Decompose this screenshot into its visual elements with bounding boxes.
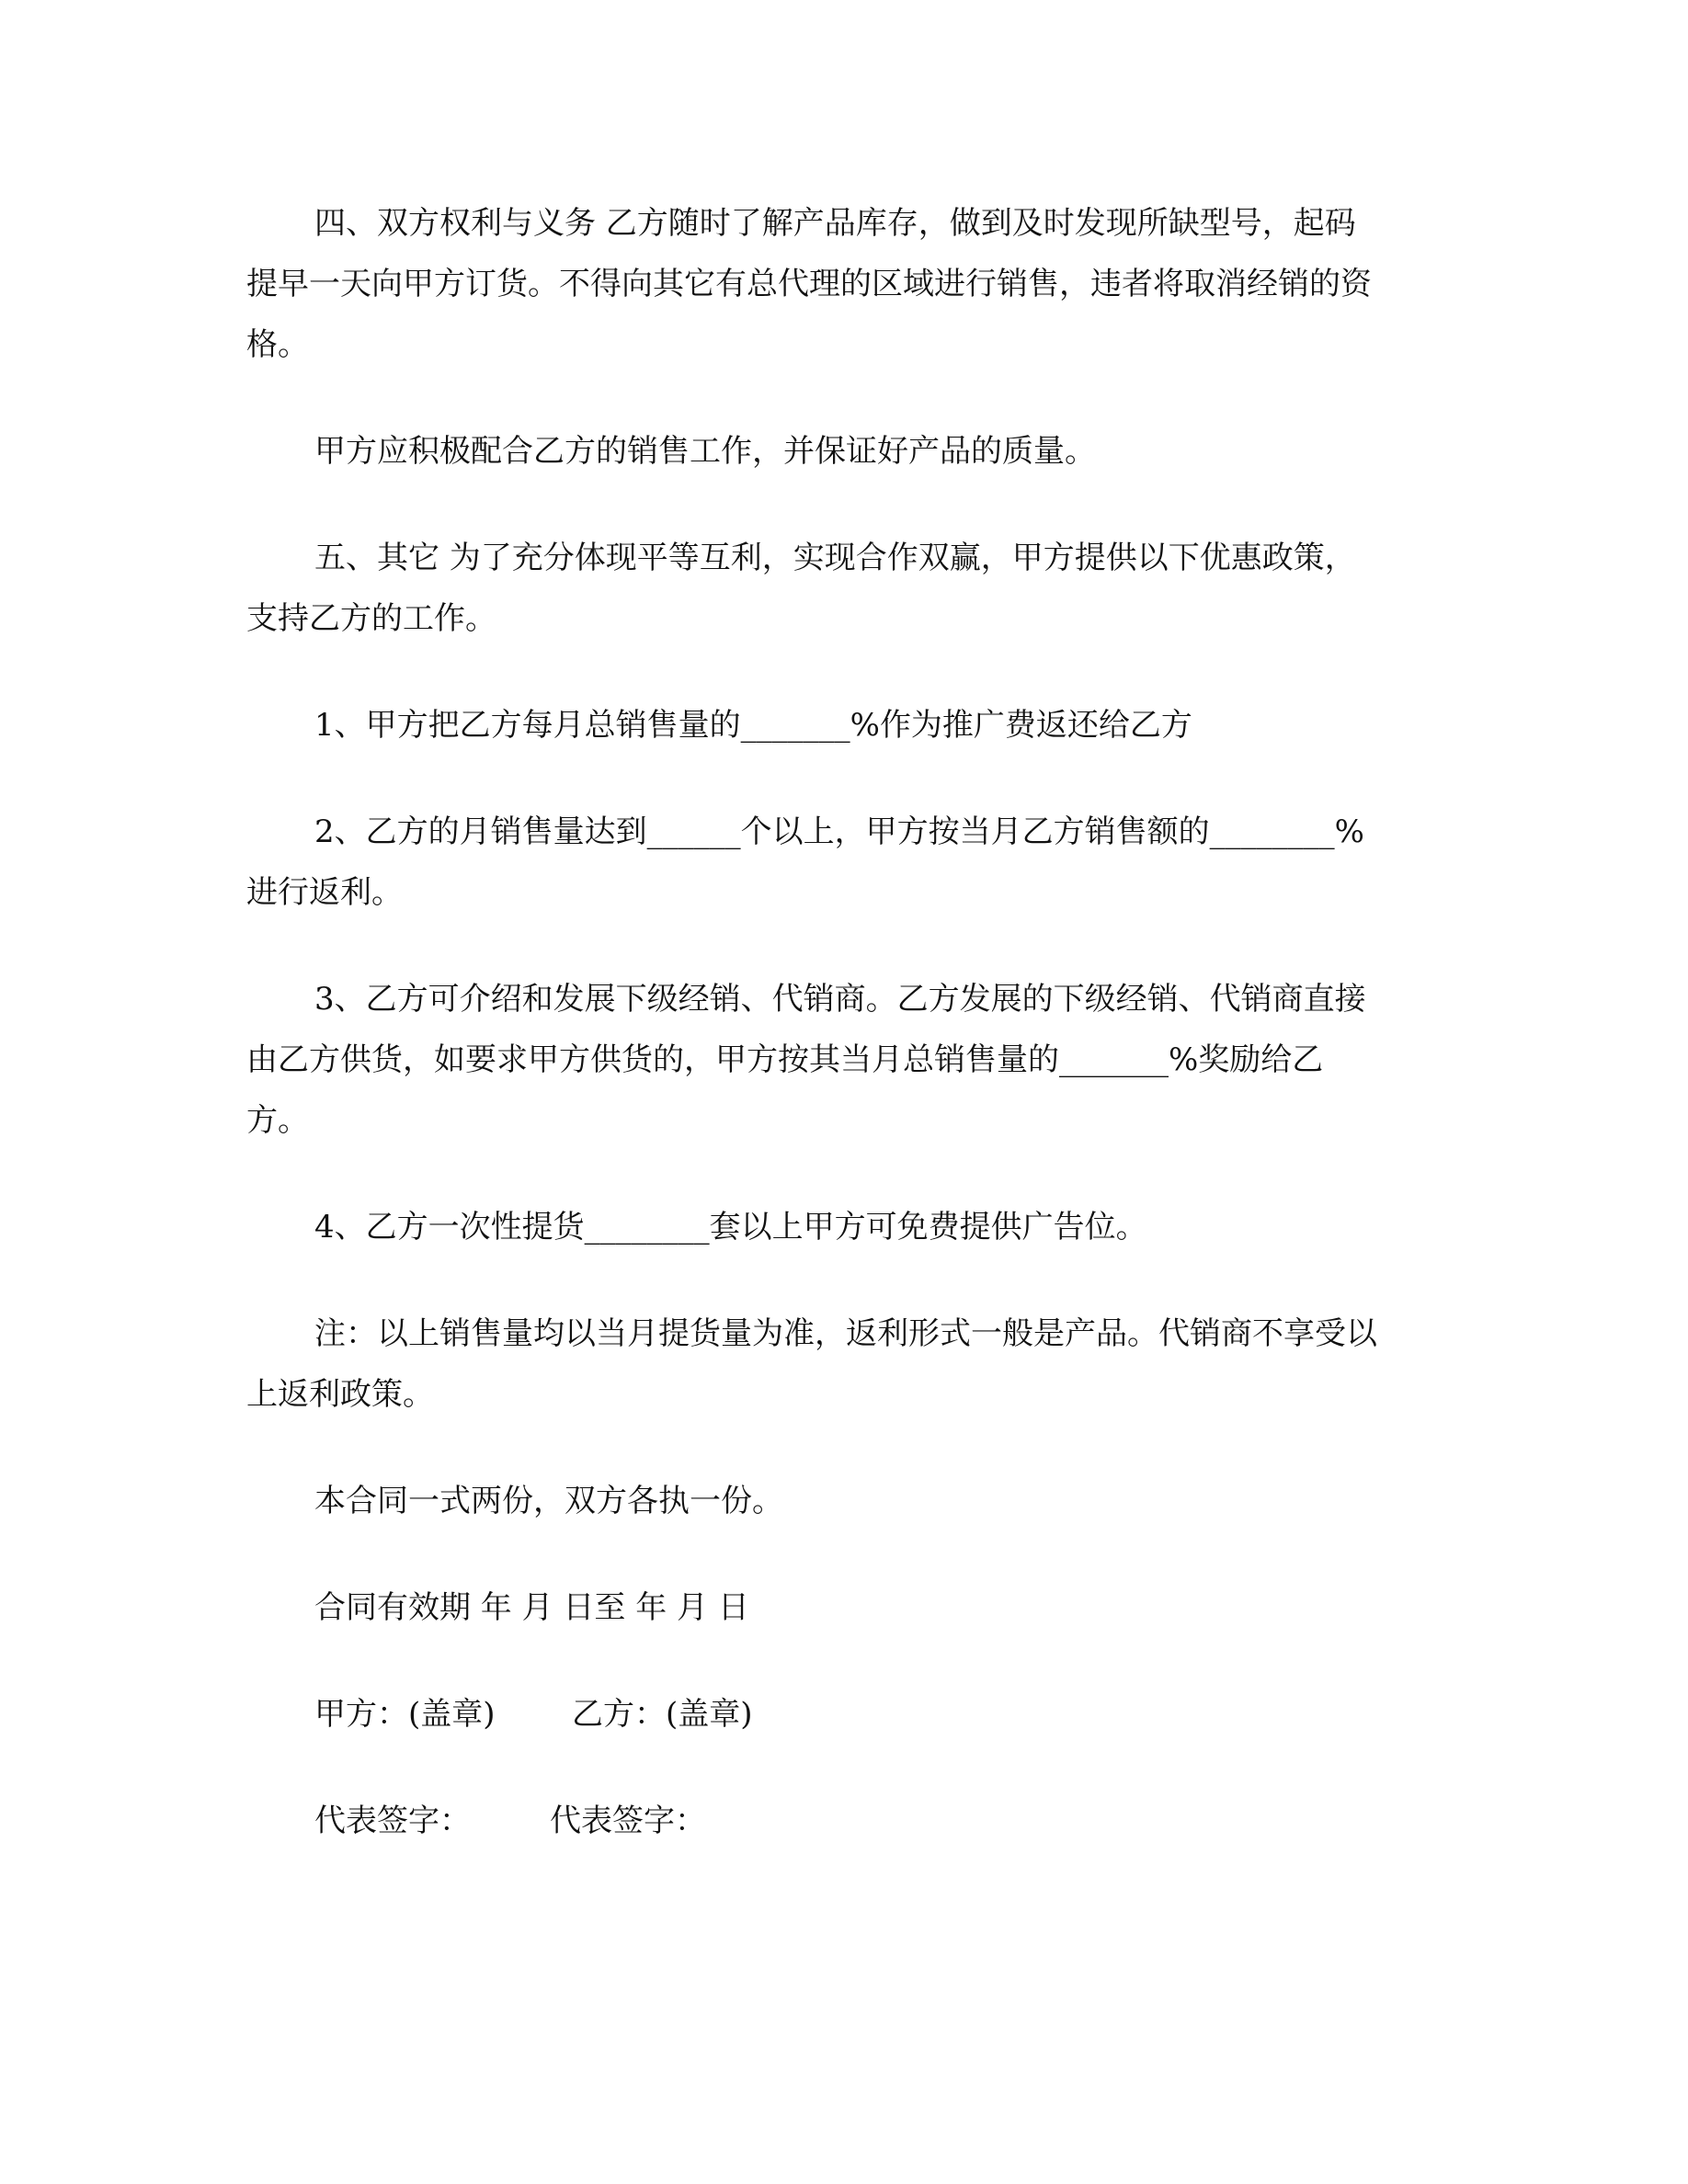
- policy-item-3: [246, 969, 1451, 1151]
- policy-note-line-2: 上返利政策。: [246, 1376, 434, 1413]
- policy-item-2-line-2: 进行返利。: [246, 874, 403, 911]
- spacer: [246, 375, 1451, 421]
- spacer: [246, 923, 1451, 969]
- party-b-seal: 乙方：(盖章): [572, 1696, 753, 1733]
- policy-note: [246, 1303, 1451, 1425]
- party-a-representative: 代表签字：: [314, 1803, 471, 1839]
- policy-item-1: 1、甲方把乙方每月总销售量的_______%作为推广费返还给乙方: [314, 707, 1192, 744]
- policy-item-2-line-1: 2、乙方的月销售量达到______个以上，甲方按当月乙方销售额的________%: [314, 813, 1364, 850]
- spacer: [246, 1745, 1451, 1791]
- spacer: [246, 756, 1451, 802]
- spacer: [246, 1425, 1451, 1471]
- section-4-line-2: 提早一天向甲方订货。不得向其它有总代理的区域进行销售，违者将取消经销的资: [246, 266, 1372, 302]
- policy-item-3-line-2: 由乙方供货，如要求甲方供货的，甲方按其当月总销售量的_______%奖励给乙: [246, 1041, 1324, 1078]
- document-body: [246, 193, 1451, 1851]
- section-4-line-3: 格。: [246, 326, 309, 363]
- policy-note-line-1: 注：以上销售量均以当月提货量为准，返利形式一般是产品。代销商不享受以: [314, 1315, 1377, 1352]
- spacer: [246, 482, 1451, 528]
- policy-item-3-line-1: 3、乙方可介绍和发展下级经销、代销商。乙方发展的下级经销、代销商直接: [314, 981, 1366, 1018]
- party-b-representative: 代表签字：: [550, 1803, 706, 1839]
- signature-rep-row: [246, 1791, 1451, 1851]
- policy-item-3-line-3: 方。: [246, 1102, 309, 1139]
- section-5-other: [246, 528, 1451, 649]
- policy-item-2: [246, 802, 1451, 923]
- section-4-line-1: 四、双方权利与义务 乙方随时了解产品库存，做到及时发现所缺型号，起码: [314, 205, 1356, 242]
- contract-validity: 合同有效期 年 月 日至 年 月 日: [314, 1589, 749, 1626]
- contract-copies: 本合同一式两份，双方各执一份。: [314, 1483, 783, 1519]
- signature-seal-row: [246, 1684, 1451, 1745]
- spacer: [246, 1638, 1451, 1684]
- party-a-seal: 甲方：(盖章): [314, 1696, 496, 1733]
- section-4-rights-obligations: [246, 193, 1451, 375]
- section-4-party-a-duty: 甲方应积极配合乙方的销售工作，并保证好产品的质量。: [314, 433, 1096, 470]
- policy-item-4: 4、乙方一次性提货________套以上甲方可免费提供广告位。: [314, 1209, 1147, 1246]
- section-5-line-2: 支持乙方的工作。: [246, 600, 496, 637]
- spacer: [246, 1151, 1451, 1197]
- spacer: [246, 1257, 1451, 1303]
- spacer: [246, 1531, 1451, 1577]
- spacer: [246, 649, 1451, 695]
- section-5-line-1: 五、其它 为了充分体现平等互利，实现合作双赢，甲方提供以下优惠政策，: [314, 540, 1356, 576]
